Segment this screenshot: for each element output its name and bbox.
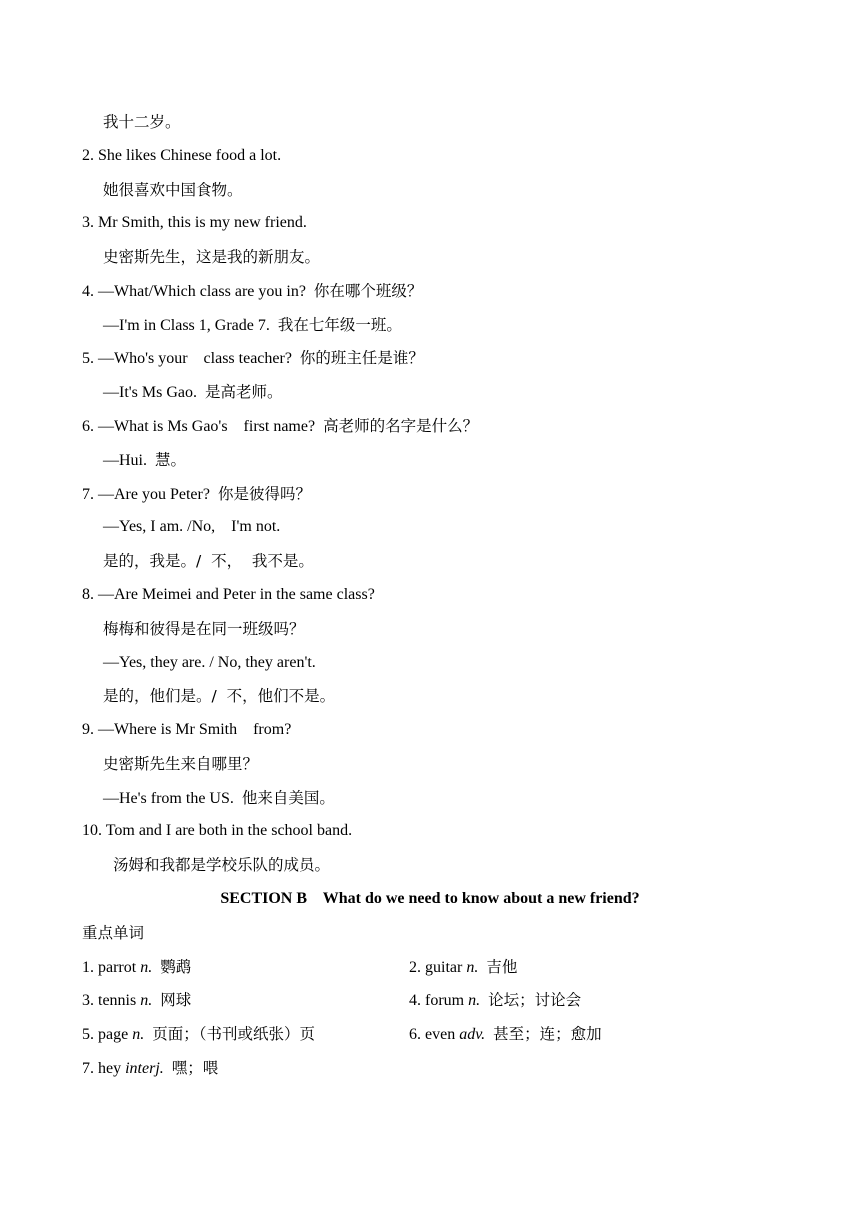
dialogue-line [82,416,478,437]
vocab-number: 5. [82,1026,94,1043]
vocab-word: tennis [98,992,137,1009]
english-text: 5. —Who's your class teacher? [82,350,292,367]
chinese-text: 你的班主任是谁？ [299,349,424,367]
english-text: 6. —What is Ms Gao's first name? [82,418,316,435]
vocab-word: even [425,1026,456,1043]
vocab-item [82,1058,218,1079]
chinese-text: 你在哪个班级？ [313,282,423,300]
vocab-word: hey [98,1060,122,1077]
vocab-word: page [98,1026,129,1043]
dialogue-line [103,382,283,403]
sentence-line: 3. Mr Smith, this is my new friend. [82,214,307,231]
english-text: —I'm in Class 1, Grade 7. [103,317,270,334]
vocab-meaning: 页面；（书刊或纸张）页 [152,1025,315,1043]
chinese-text: 他来自美国。 [241,789,335,807]
vocab-meaning: 嘿；喂 [171,1059,219,1077]
dialogue-line [103,315,402,336]
vocab-item [82,990,191,1011]
vocab-pos: adv. [459,1026,486,1043]
vocab-meaning: 吉他 [486,958,518,976]
vocab-item [82,957,191,978]
chinese-text: 我在七年级一班。 [277,316,402,334]
dialogue-line [82,348,424,369]
chinese-text: 高老师的名字是什么？ [323,417,479,435]
vocab-meaning: 鹦鹉 [160,958,192,976]
vocab-word: guitar [425,959,463,976]
vocab-number: 1. [82,959,94,976]
vocab-pos: n. [466,959,479,976]
dialogue-line [82,484,311,505]
dialogue-line [103,450,186,471]
dialogue-line [103,788,335,809]
translation-line: 我十二岁。 [103,113,181,131]
vocab-pos: interj. [125,1060,164,1077]
translation-line: 是的，我是。/ 不， 我不是。 [103,552,314,570]
vocab-number: 4. [409,992,421,1009]
vocab-heading: 重点单词 [82,924,145,942]
section-heading: SECTION B What do we need to know about a new friend? [220,890,640,907]
vocab-pos: n. [132,1026,145,1043]
vocab-item [409,957,517,978]
chinese-text: 你是彼得吗？ [217,485,311,503]
vocab-meaning: 论坛；讨论会 [488,991,582,1009]
translation-line: 是的，他们是。/ 不，他们不是。 [103,687,336,705]
vocab-meaning: 甚至；连；愈加 [493,1025,602,1043]
dialogue-line [82,281,422,302]
vocab-item [409,1024,602,1045]
chinese-text: 慧。 [155,451,187,469]
vocab-word: forum [425,992,465,1009]
sentence-line: 2. She likes Chinese food a lot. [82,147,282,164]
translation-line: 梅梅和彼得是在同一班级吗？ [103,620,305,638]
english-text: —It's Ms Gao. [103,384,197,401]
vocab-pos: n. [140,992,153,1009]
translation-line: 汤姆和我都是学校乐队的成员。 [113,856,331,874]
vocab-number: 3. [82,992,94,1009]
english-text: 4. —What/Which class are you in? [82,283,306,300]
sentence-line: 8. —Are Meimei and Peter in the same class? [82,586,375,603]
translation-line: 史密斯先生，这是我的新朋友。 [103,248,321,266]
vocab-pos: n. [140,959,153,976]
sentence-line: 10. Tom and I are both in the school band. [82,822,353,839]
sentence-line: —Yes, they are. / No, they aren't. [103,654,316,671]
vocab-word: parrot [98,959,137,976]
vocab-number: 6. [409,1026,421,1043]
vocab-pos: n. [468,992,481,1009]
vocab-meaning: 网球 [160,991,192,1009]
translation-line: 她很喜欢中国食物。 [103,181,243,199]
chinese-text: 是高老师。 [205,383,283,401]
vocab-number: 7. [82,1060,94,1077]
vocab-number: 2. [409,959,421,976]
sentence-line: —Yes, I am. /No, I'm not. [103,518,281,535]
vocab-item [82,1024,315,1045]
vocab-item [409,990,581,1011]
english-text: —Hui. [103,452,147,469]
sentence-line: 9. —Where is Mr Smith from? [82,721,292,738]
english-text: —He's from the US. [103,790,234,807]
translation-line: 史密斯先生来自哪里？ [103,755,259,773]
english-text: 7. —Are you Peter? [82,486,210,503]
